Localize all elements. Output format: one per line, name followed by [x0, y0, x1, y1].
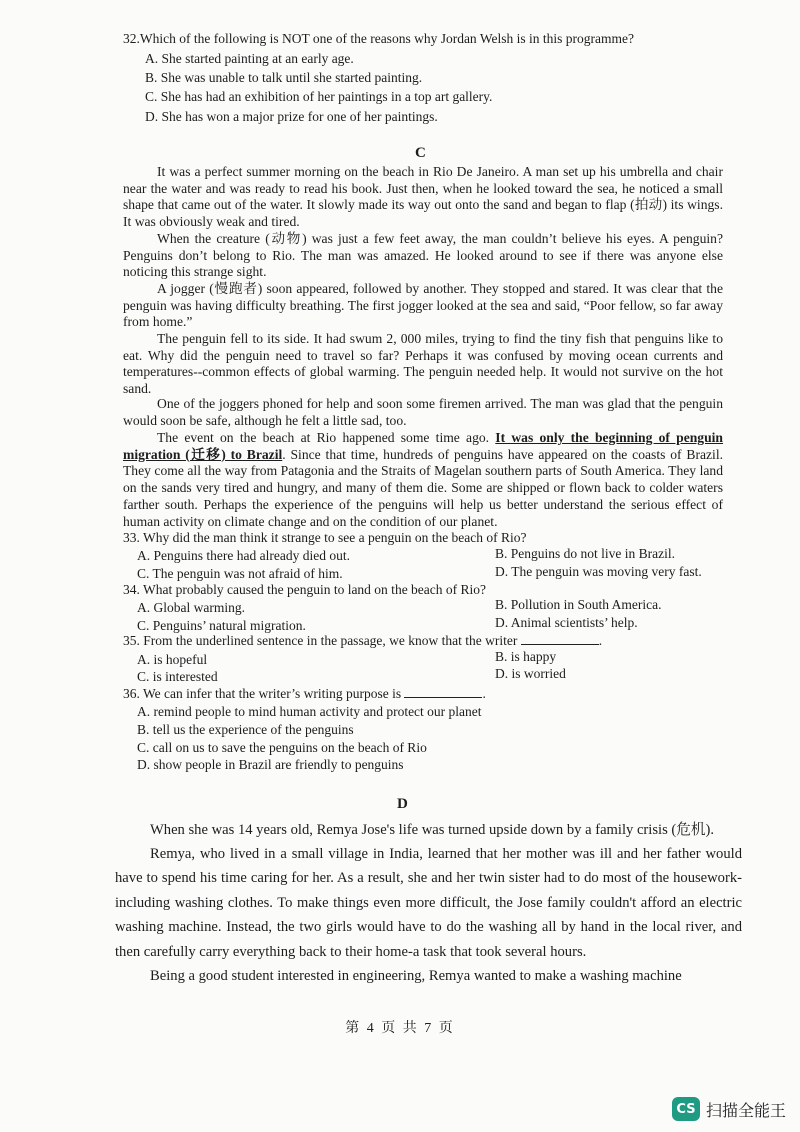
question-32-stem: 32.Which of the following is NOT one of the reasons why Jordan Welsh is in this programme?: [123, 31, 634, 46]
question-34-option-d: D. Animal scientists’ help.: [495, 615, 638, 630]
question-34-option-b: B. Pollution in South America.: [495, 597, 662, 612]
question-35-option-a: A. is hopeful: [137, 652, 208, 667]
question-35-stem: [123, 633, 602, 649]
question-35-option-d: D. is worried: [495, 666, 566, 681]
passage-c-paragraph-2: When the creature (动物) was just a few feet away, the man couldn’t believe his eyes. A penguin? Penguins don’t belong to Rio. The man was amazed. He looked around to see if there was anyone else noticing this strange sight.: [123, 231, 723, 280]
passage-c-paragraph-3: A jogger (慢跑者) soon appeared, followed by another. They stopped and stared. It was clear that the penguin was having difficulty breathing. The first jogger looked at the sea and said, “Poor fellow, so far away from home.”: [123, 281, 723, 330]
question-33-option-b: B. Penguins do not live in Brazil.: [495, 546, 675, 561]
question-36-stem: [123, 686, 486, 702]
question-33-option-d: D. The penguin was moving very fast.: [495, 564, 702, 579]
question-32-option-b: B. She was unable to talk until she started painting.: [145, 70, 423, 85]
passage-c-paragraph-1: It was a perfect summer morning on the beach in Rio De Janeiro. A man set up his umbrella and chair near the water and was ready to read his book. Just then, when he looked toward the sea, he noticed a small shape that came out of the water. It slowly made its way out onto the sand and began to flap (拍动) its wings. It was obviously weak and tired.: [123, 164, 723, 230]
question-33-option-c: C. The penguin was not afraid of him.: [137, 566, 343, 581]
underlined-sentence: It was only the beginning of penguin migration (迁移) to Brazil: [123, 430, 723, 462]
scanner-watermark: [672, 1097, 786, 1121]
question-35-stem-text: 35. From the underlined sentence in the passage, we know that the writer: [123, 633, 518, 648]
question-33-stem: 33. Why did the man think it strange to see a penguin on the beach of Rio?: [123, 530, 527, 545]
passage-d-paragraph-2: Remya, who lived in a small village in India, learned that her mother was ill and her father would have to spend his time caring for her. As a result, she and her twin sister had to do most of the housework-including washing clothes. To make things even more difficult, the Jose family couldn't afford an electric washing machine. Instead, the two girls would have to do the washing all by hand in the local river, and then carefully carry everything back to their home-a task that took several hours.: [115, 846, 742, 960]
question-34-stem: 34. What probably caused the penguin to land on the beach of Rio?: [123, 582, 487, 597]
question-32-option-d: D. She has won a major prize for one of her paintings.: [145, 109, 438, 124]
section-d-heading: D: [397, 796, 408, 812]
passage-d-paragraph-1: When she was 14 years old, Remya Jose's life was turned upside down by a family crisis (危机).: [150, 822, 714, 838]
answer-blank: [404, 687, 482, 698]
passage-c-paragraph-5: One of the joggers phoned for help and soon some firemen arrived. The man was glad that the penguin would soon be safe, although he felt a little sad, too.: [123, 396, 723, 428]
question-34-option-a: A. Global warming.: [137, 600, 245, 615]
question-33-option-a: A. Penguins there had already died out.: [137, 548, 350, 563]
section-c-heading: C: [415, 145, 426, 161]
question-32-option-a: A. She started painting at an early age.: [145, 51, 354, 66]
passage-c-paragraph-4: The penguin fell to its side. It had swum 2, 000 miles, trying to find the tiny fish that penguins like to eat. Why did the penguin need to travel so far? Perhaps it was confused by moving ocean currents and temperatures--common effects of global warming. The penguin needed help. It would not survive on the hot sand.: [123, 331, 723, 397]
question-36-option-d: D. show people in Brazil are friendly to penguins: [137, 757, 404, 772]
question-34-option-c: C. Penguins’ natural migration.: [137, 618, 306, 633]
question-35-option-c: C. is interested: [137, 669, 218, 684]
question-36-option-a: A. remind people to mind human activity and protect our planet: [137, 704, 482, 719]
answer-blank: [521, 634, 599, 645]
page-number-footer: 第 4 页 共 7 页: [345, 1021, 455, 1036]
camscanner-logo-icon: CS: [672, 1097, 700, 1121]
question-36-stem-text: 36. We can infer that the writer’s writing purpose is: [123, 686, 402, 701]
question-36-option-b: B. tell us the experience of the penguins: [137, 722, 354, 737]
question-35-option-b: B. is happy: [495, 649, 557, 664]
paragraph-6-lead: The event on the beach at Rio happened some time ago.: [157, 430, 496, 445]
question-36-stem-end: .: [482, 686, 486, 701]
question-36-option-c: C. call on us to save the penguins on the beach of Rio: [137, 740, 427, 755]
question-32-option-c: C. She has had an exhibition of her paintings in a top art gallery.: [145, 89, 493, 104]
scanner-app-name: 扫描全能王: [705, 1100, 786, 1120]
question-35-stem-end: .: [598, 633, 603, 648]
paragraph-6-rest: . Since that time, hundreds of penguins have appeared on the coasts of Brazil. They come all the way from Patagonia and the Straits of Magelan southern parts of South America. They land on the sands very tired and hungry, and many of them die. Some are shipped or flown back to colder waters farther south. Perhaps the experience of the penguins will help us better understand the serious effect of human activity on climate change and on the condition of our planet.: [123, 446, 723, 529]
passage-c-paragraph-6: [123, 430, 723, 530]
passage-d-paragraph-3: Being a good student interested in engineering, Remya wanted to make a washing machine: [150, 968, 682, 984]
